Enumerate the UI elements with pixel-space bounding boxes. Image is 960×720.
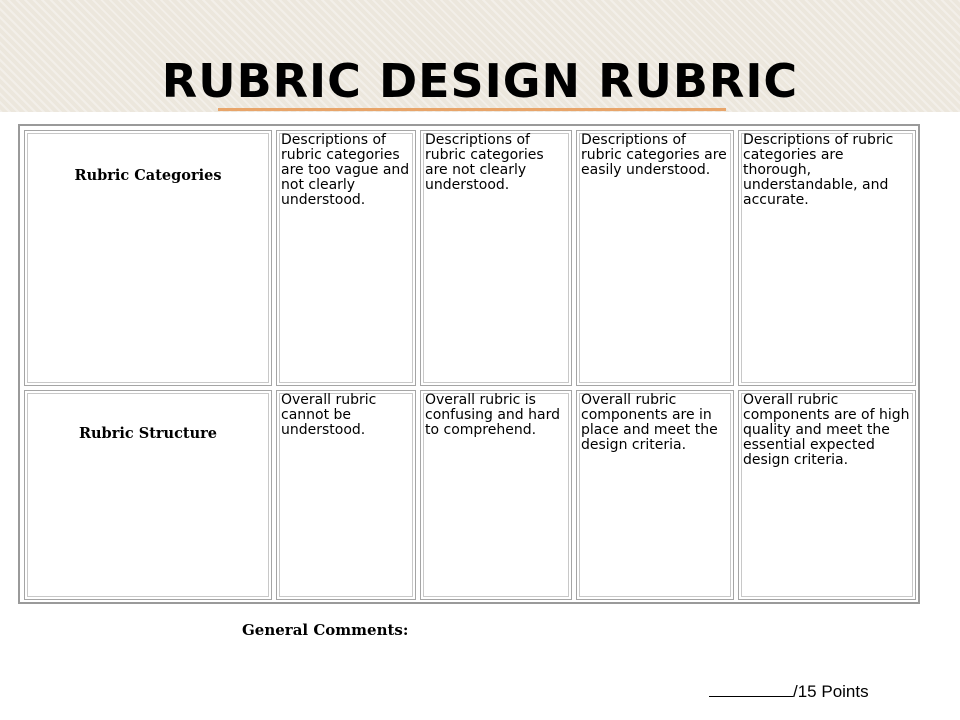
description-text: Overall rubric cannot be understood. (281, 392, 377, 438)
description-text: Overall rubric components are of high quality and meet the essential expected design criteria. (743, 392, 910, 468)
category-label: Rubric Structure (78, 425, 218, 442)
description-text: Descriptions of rubric categories are easily understood. (581, 132, 727, 178)
description-cell (738, 390, 916, 600)
score-blank[interactable] (709, 681, 793, 697)
points-line (709, 681, 909, 702)
description-text: Descriptions of rubric categories are thorough, understandable, and accurate. (743, 132, 894, 208)
description-cell (576, 130, 734, 386)
description-text: Overall rubric is confusing and hard to comprehend. (425, 392, 560, 438)
description-cell (738, 130, 916, 386)
category-cell (24, 390, 272, 600)
category-label: Rubric Categories (74, 167, 222, 184)
description-cell (420, 130, 572, 386)
points-label: /15 Points (793, 682, 869, 701)
description-text: Descriptions of rubric categories are too vague and not clearly understood. (281, 132, 410, 208)
category-cell (24, 130, 272, 386)
general-comments-label: General Comments: (242, 621, 409, 639)
description-text: Overall rubric components are in place and meet the design criteria. (581, 392, 718, 453)
title-underline (218, 108, 726, 111)
description-cell (276, 390, 416, 600)
cell-border (27, 393, 269, 597)
slide-title: RUBRIC DESIGN RUBRIC (161, 54, 799, 108)
description-cell (576, 390, 734, 600)
description-cell (420, 390, 572, 600)
rubric-table (18, 124, 920, 604)
description-cell (276, 130, 416, 386)
description-text: Descriptions of rubric categories are not clearly understood. (425, 132, 544, 193)
